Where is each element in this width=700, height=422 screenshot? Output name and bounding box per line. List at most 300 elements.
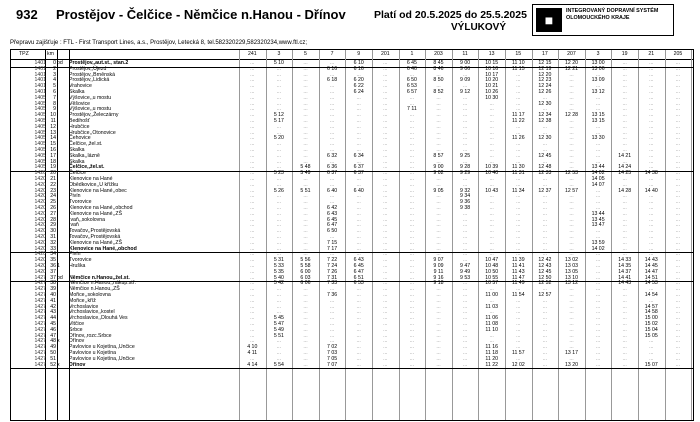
departure-time: ... bbox=[542, 106, 548, 113]
departure-time: ... bbox=[462, 100, 468, 107]
stop-name: Výšovice,,u mostu bbox=[69, 106, 112, 113]
departure-time: ... bbox=[649, 181, 654, 188]
departure-time: 13 03 bbox=[564, 263, 578, 269]
departure-time: ... bbox=[462, 355, 468, 362]
departure-time: 14 45 bbox=[644, 263, 658, 269]
departure-time: ... bbox=[409, 263, 415, 269]
ids-logo-text: INTEGROVANÝ DOPRAVNÍ SYSTÉM OLOMOUCKÉHO KRAJE bbox=[566, 8, 659, 21]
departure-time: ... bbox=[436, 205, 441, 211]
stop-name: Vitčice bbox=[69, 321, 85, 327]
departure-time: 9 11 bbox=[433, 268, 444, 275]
departure-time: ... bbox=[409, 176, 415, 182]
departure-time: ... bbox=[675, 141, 681, 148]
departure-time: 10 39 bbox=[485, 164, 499, 171]
departure-time: ... bbox=[383, 350, 388, 356]
departure-time: ... bbox=[356, 350, 361, 356]
stop-name: Čehovice bbox=[69, 135, 91, 142]
departure-time: ... bbox=[409, 292, 415, 298]
departure-time: ... bbox=[569, 71, 574, 78]
zone-number: 1427 bbox=[34, 361, 46, 368]
departure-time: ... bbox=[436, 94, 441, 101]
departure-time: ... bbox=[489, 176, 494, 182]
column-header-trip: 21 bbox=[648, 51, 655, 57]
departure-time: ... bbox=[489, 251, 494, 258]
departure-time: ... bbox=[329, 338, 335, 345]
stop-name: Klenovice na Hané,,ZŠ bbox=[69, 210, 123, 217]
departure-time: ... bbox=[250, 94, 255, 101]
zone-number: 1427 bbox=[34, 315, 46, 322]
ids-logo-mark-icon: ■ bbox=[536, 8, 562, 32]
zone-number: 1401 bbox=[34, 77, 46, 84]
departure-time: ... bbox=[303, 193, 308, 200]
departure-time: ... bbox=[542, 315, 548, 322]
departure-time: 6 36 bbox=[327, 164, 338, 171]
departure-time: ... bbox=[489, 141, 494, 148]
departure-time: ... bbox=[303, 228, 308, 235]
departure-time: ... bbox=[436, 350, 441, 356]
departure-time: ... bbox=[595, 361, 601, 368]
departure-time: ... bbox=[276, 297, 282, 304]
departure-time: ... bbox=[436, 239, 441, 246]
departure-time: ... bbox=[356, 321, 361, 327]
stop-name: Prostějov,,aut.st., stan.2 bbox=[69, 60, 129, 66]
departure-time: ... bbox=[250, 257, 255, 264]
stop-name: Čelčice,,žel.st. bbox=[69, 141, 103, 148]
departure-time: ... bbox=[675, 309, 681, 316]
stop-name: Dřínov bbox=[69, 361, 86, 368]
departure-time: 5 58 bbox=[300, 263, 311, 269]
zone-number: 1420 bbox=[34, 251, 46, 258]
departure-time: ... bbox=[675, 216, 681, 223]
departure-time: ... bbox=[675, 251, 681, 258]
departure-time: ... bbox=[595, 350, 601, 356]
departure-time: 6 40 bbox=[327, 187, 338, 194]
departure-time: ... bbox=[250, 245, 255, 252]
line-number: 932 bbox=[16, 7, 38, 22]
stop-name: Skalka bbox=[69, 147, 85, 153]
departure-time: 11 47 bbox=[511, 274, 525, 281]
timetable-header bbox=[0, 0, 700, 40]
departure-time: ... bbox=[409, 257, 415, 264]
departure-time: ... bbox=[489, 129, 494, 136]
departure-time: ... bbox=[649, 158, 654, 165]
departure-time: ... bbox=[250, 216, 255, 223]
departure-time: ... bbox=[622, 326, 627, 333]
departure-time: ... bbox=[383, 147, 388, 153]
departure-time: ... bbox=[649, 141, 654, 148]
departure-time: 9 38 bbox=[460, 205, 471, 211]
departure-time: ... bbox=[409, 321, 415, 327]
departure-time: ... bbox=[675, 222, 681, 229]
departure-time: ... bbox=[409, 326, 415, 333]
departure-time: ... bbox=[276, 350, 282, 356]
km-value: 17 bbox=[50, 152, 56, 159]
departure-time: ... bbox=[542, 286, 548, 293]
zone-number: 1427 bbox=[34, 350, 46, 356]
departure-time: ... bbox=[569, 338, 574, 345]
departure-time: ... bbox=[462, 326, 468, 333]
departure-time: ... bbox=[436, 135, 441, 142]
departure-time: ... bbox=[649, 100, 654, 107]
departure-time: ... bbox=[595, 355, 601, 362]
departure-time: 13 15 bbox=[591, 118, 605, 124]
departure-time: 11 15 bbox=[511, 65, 525, 72]
departure-time: ... bbox=[675, 158, 681, 165]
departure-time: ... bbox=[303, 129, 308, 136]
departure-time: 15 04 bbox=[644, 326, 658, 333]
departure-time: ... bbox=[409, 71, 415, 78]
departure-time: ... bbox=[569, 193, 574, 200]
departure-time: ... bbox=[383, 94, 388, 101]
departure-time: ... bbox=[356, 100, 361, 107]
departure-time: ... bbox=[250, 170, 255, 177]
km-value: 29 bbox=[50, 222, 56, 229]
departure-time: 10 47 bbox=[485, 257, 499, 264]
departure-time: ... bbox=[516, 176, 521, 182]
column-header-trip: 201 bbox=[380, 51, 390, 57]
departure-time: ... bbox=[276, 71, 282, 78]
departure-time: ... bbox=[649, 216, 654, 223]
departure-time: 6 53 bbox=[406, 83, 417, 90]
departure-time: ... bbox=[436, 309, 441, 316]
departure-time: 11 39 bbox=[511, 257, 525, 264]
zone-number: 1405 bbox=[34, 164, 46, 171]
departure-time: ... bbox=[383, 118, 388, 124]
column-header-trip: 19 bbox=[621, 51, 628, 57]
stop-name: Dřínov,,rozc.Srbce bbox=[69, 332, 112, 339]
departure-time: ... bbox=[595, 297, 601, 304]
departure-time: ... bbox=[250, 60, 255, 66]
departure-time: 9 00 bbox=[460, 60, 471, 66]
departure-time: 14 28 bbox=[618, 187, 632, 194]
departure-time: 14 54 bbox=[644, 292, 658, 298]
departure-time: ... bbox=[595, 274, 601, 281]
departure-time: 6 06 bbox=[300, 280, 311, 287]
departure-time: ... bbox=[383, 309, 388, 316]
departure-time: ... bbox=[329, 251, 335, 258]
departure-time: ... bbox=[383, 170, 388, 177]
departure-time: ... bbox=[436, 181, 441, 188]
departure-time: ... bbox=[569, 245, 574, 252]
km-value: 19 bbox=[50, 164, 56, 171]
departure-time: ... bbox=[569, 94, 574, 101]
departure-time: ... bbox=[383, 228, 388, 235]
departure-time: ... bbox=[356, 361, 361, 368]
departure-time: 10 26 bbox=[485, 89, 499, 95]
departure-time: 10 16 bbox=[485, 65, 499, 72]
zone-number: 1420 bbox=[34, 268, 46, 275]
departure-time: 6 46 bbox=[406, 65, 417, 72]
departure-time: ... bbox=[569, 222, 574, 229]
departure-time: ... bbox=[303, 361, 308, 368]
departure-time: ... bbox=[595, 263, 601, 269]
departure-time: 9 53 bbox=[460, 274, 471, 281]
km-value: 15 bbox=[50, 141, 56, 148]
departure-time: ... bbox=[649, 199, 654, 206]
departure-time: ... bbox=[303, 239, 308, 246]
departure-time: ... bbox=[675, 228, 681, 235]
departure-time: ... bbox=[383, 71, 388, 78]
stop-name: Mořice,,sokolovna bbox=[69, 292, 111, 298]
departure-time: ... bbox=[542, 251, 548, 258]
departure-time: ... bbox=[250, 338, 255, 345]
departure-time: 13 45 bbox=[591, 216, 605, 223]
departure-time: ... bbox=[383, 326, 388, 333]
zone-number: 1420 bbox=[34, 170, 46, 177]
departure-time: ... bbox=[436, 338, 441, 345]
departure-time: ... bbox=[356, 94, 361, 101]
stop-name: Pavlovice u Kojetína,,Unčice bbox=[69, 344, 135, 351]
departure-time: 5 40 bbox=[273, 274, 284, 281]
departure-time: ... bbox=[383, 106, 388, 113]
departure-time: 11 06 bbox=[485, 315, 498, 322]
departure-time: ... bbox=[436, 147, 441, 153]
departure-time: ... bbox=[329, 141, 335, 148]
departure-time: 13 09 bbox=[591, 77, 605, 84]
column-header-trip: 5 bbox=[304, 51, 307, 57]
zone-number: 1405 bbox=[34, 106, 46, 113]
departure-time: ... bbox=[462, 315, 468, 322]
departure-time: 14 07 bbox=[591, 181, 605, 188]
departure-time: ... bbox=[383, 216, 388, 223]
departure-time: 13 59 bbox=[591, 239, 605, 246]
departure-time: ... bbox=[276, 309, 282, 316]
departure-time: ... bbox=[250, 292, 255, 298]
departure-time: ... bbox=[489, 112, 494, 119]
departure-time: ... bbox=[303, 118, 308, 124]
departure-time: ... bbox=[383, 89, 388, 95]
departure-time: 6 37 bbox=[353, 170, 364, 177]
departure-time: ... bbox=[489, 338, 494, 345]
departure-time: ... bbox=[595, 94, 601, 101]
departure-time: 4 14 bbox=[247, 361, 258, 368]
departure-time: ... bbox=[542, 350, 548, 356]
departure-time: 5 23 bbox=[273, 170, 284, 177]
departure-time: 6 22 bbox=[353, 83, 364, 90]
zone-number: 1420 bbox=[34, 245, 46, 252]
stop-name: Němčice n.Hanou,,ZŠ bbox=[69, 286, 120, 293]
stop-name: Němčice n.Hanou,,žel.st. bbox=[69, 274, 130, 281]
departure-time: ... bbox=[329, 297, 335, 304]
departure-time: 6 37 bbox=[327, 170, 338, 177]
departure-time: ... bbox=[409, 210, 415, 217]
zone-number: 1427 bbox=[34, 326, 46, 333]
departure-time: ... bbox=[436, 176, 441, 182]
departure-time: ... bbox=[383, 274, 388, 281]
departure-time: ... bbox=[436, 71, 441, 78]
departure-time: ... bbox=[622, 297, 627, 304]
km-value: 33 bbox=[50, 245, 56, 252]
departure-time: 11 08 bbox=[485, 321, 498, 327]
departure-time: ... bbox=[383, 193, 388, 200]
departure-time: ... bbox=[276, 94, 282, 101]
zone-number: 1401 bbox=[34, 83, 46, 90]
departure-time: ... bbox=[276, 123, 282, 130]
departure-time: 13 05 bbox=[564, 268, 578, 275]
zone-number: 1420 bbox=[34, 193, 46, 200]
departure-time: ... bbox=[569, 164, 574, 171]
stop-name: Věšovice bbox=[69, 100, 91, 107]
zone-number: 1420 bbox=[34, 176, 46, 182]
departure-time: ... bbox=[409, 193, 415, 200]
departure-time: ... bbox=[542, 338, 548, 345]
departure-time: ... bbox=[649, 129, 654, 136]
departure-time: ... bbox=[383, 361, 388, 368]
departure-time: ... bbox=[516, 286, 521, 293]
zone-number: 1420 bbox=[34, 199, 46, 206]
departure-time: ... bbox=[622, 83, 627, 90]
departure-time: ... bbox=[383, 234, 388, 240]
departure-time: ... bbox=[356, 176, 361, 182]
departure-time: ... bbox=[649, 164, 654, 171]
departure-time: 10 17 bbox=[485, 71, 499, 78]
stop-name: Ivaň bbox=[69, 222, 79, 229]
stop-name: Bedihošť bbox=[69, 118, 90, 124]
departure-time: ... bbox=[516, 321, 521, 327]
departure-time: ... bbox=[595, 141, 601, 148]
departure-time: 11 22 bbox=[511, 118, 525, 124]
departure-time: 7 33 bbox=[327, 280, 338, 287]
departure-time: ... bbox=[595, 147, 601, 153]
departure-time: ... bbox=[675, 100, 681, 107]
departure-time: ... bbox=[675, 89, 681, 95]
zone-number: 1405 bbox=[34, 135, 46, 142]
departure-time: ... bbox=[489, 123, 494, 130]
zone-number: 1427 bbox=[34, 344, 46, 351]
departure-time: 11 54 bbox=[511, 292, 525, 298]
departure-time: ... bbox=[569, 332, 574, 339]
km-value: 6 bbox=[53, 89, 56, 95]
zone-number: 1405 bbox=[34, 94, 46, 101]
departure-time: ... bbox=[569, 292, 574, 298]
departure-time: ... bbox=[250, 205, 255, 211]
departure-time: 6 47 bbox=[353, 268, 364, 275]
departure-time: ... bbox=[329, 181, 335, 188]
stop-name: Hruška bbox=[69, 263, 86, 269]
departure-time: ... bbox=[436, 228, 441, 235]
departure-time: ... bbox=[250, 286, 255, 293]
departure-time: ... bbox=[250, 332, 255, 339]
departure-time: ... bbox=[649, 147, 654, 153]
departure-time: ... bbox=[569, 321, 574, 327]
departure-time: ... bbox=[622, 147, 627, 153]
zone-number: 1420 bbox=[34, 263, 46, 269]
departure-time: ... bbox=[649, 286, 654, 293]
departure-time: 5 10 bbox=[273, 60, 284, 66]
departure-time: ... bbox=[436, 112, 441, 119]
zone-number: 1427 bbox=[34, 332, 46, 339]
departure-time: ... bbox=[409, 135, 415, 142]
departure-time: ... bbox=[462, 321, 468, 327]
departure-time: ... bbox=[436, 100, 441, 107]
departure-time: ... bbox=[675, 187, 681, 194]
departure-time: ... bbox=[383, 355, 388, 362]
departure-time: ... bbox=[516, 297, 521, 304]
departure-time: 13 30 bbox=[591, 135, 605, 142]
departure-time: ... bbox=[383, 205, 388, 211]
departure-time: ... bbox=[542, 228, 548, 235]
departure-time: 9 49 bbox=[460, 268, 471, 275]
departure-time: ... bbox=[409, 141, 415, 148]
departure-time: 12 38 bbox=[538, 118, 552, 124]
departure-time: ... bbox=[462, 112, 468, 119]
departure-time: ... bbox=[622, 135, 627, 142]
departure-time: ... bbox=[436, 141, 441, 148]
departure-time: ... bbox=[383, 129, 388, 136]
zone-number: 1420 bbox=[34, 181, 46, 188]
departure-time: ... bbox=[675, 129, 681, 136]
departure-time: ... bbox=[462, 123, 468, 130]
departure-time: ... bbox=[383, 297, 388, 304]
zone-number: 1420 bbox=[34, 222, 46, 229]
departure-time: ... bbox=[250, 187, 255, 194]
departure-time: ... bbox=[462, 135, 468, 142]
departure-time: ... bbox=[356, 141, 361, 148]
departure-time: ... bbox=[276, 216, 282, 223]
km-value: 4 bbox=[53, 77, 56, 84]
departure-time: ... bbox=[622, 176, 627, 182]
departure-time: ... bbox=[276, 222, 282, 229]
departure-time: 9 29 bbox=[460, 170, 471, 177]
departure-time: ... bbox=[569, 141, 574, 148]
km-value: 27 bbox=[50, 210, 56, 217]
route-title: Prostějov - Čelčice - Němčice n.Hanou - Dřínov bbox=[56, 7, 346, 22]
departure-time: ... bbox=[516, 315, 521, 322]
departure-time: ... bbox=[542, 245, 548, 252]
km-value: 52 bbox=[50, 361, 56, 368]
departure-time: 11 22 bbox=[485, 361, 498, 368]
departure-time: ... bbox=[595, 129, 601, 136]
departure-time: ... bbox=[622, 141, 627, 148]
departure-time: 12 21 bbox=[564, 65, 578, 72]
departure-time: ... bbox=[462, 94, 468, 101]
departure-time: ... bbox=[542, 309, 548, 316]
departure-time: ... bbox=[409, 251, 415, 258]
departure-time: ... bbox=[303, 147, 308, 153]
departure-time: ... bbox=[303, 251, 308, 258]
departure-time: ... bbox=[436, 123, 441, 130]
departure-time: ... bbox=[569, 228, 574, 235]
departure-time: ... bbox=[303, 245, 308, 252]
departure-time: ... bbox=[329, 193, 335, 200]
departure-time: ... bbox=[462, 234, 468, 240]
departure-time: ... bbox=[329, 309, 335, 316]
departure-time: 12 45 bbox=[538, 268, 552, 275]
departure-time: ... bbox=[569, 315, 574, 322]
departure-time: ... bbox=[383, 268, 388, 275]
departure-time: ... bbox=[303, 332, 308, 339]
departure-time: ... bbox=[250, 303, 255, 310]
departure-time: 6 43 bbox=[327, 210, 338, 217]
departure-time: 13 02 bbox=[564, 257, 578, 264]
departure-time: ... bbox=[303, 199, 308, 206]
departure-time: ... bbox=[383, 176, 388, 182]
km-value: 28 bbox=[50, 216, 56, 223]
departure-time: ... bbox=[436, 118, 441, 124]
departure-time: ... bbox=[462, 303, 468, 310]
departure-time: ... bbox=[622, 332, 627, 339]
departure-time: 12 53 bbox=[564, 170, 578, 177]
stop-name: Prostějov,,Želeczárny bbox=[69, 112, 119, 119]
departure-time: ... bbox=[489, 332, 494, 339]
departure-time: 12 19 bbox=[538, 65, 552, 72]
departure-time: ... bbox=[462, 106, 468, 113]
departure-time: ... bbox=[303, 158, 308, 165]
departure-time: 13 47 bbox=[591, 222, 605, 229]
departure-time: ... bbox=[569, 100, 574, 107]
departure-time: ... bbox=[329, 83, 335, 90]
km-value: 30 bbox=[50, 228, 56, 235]
